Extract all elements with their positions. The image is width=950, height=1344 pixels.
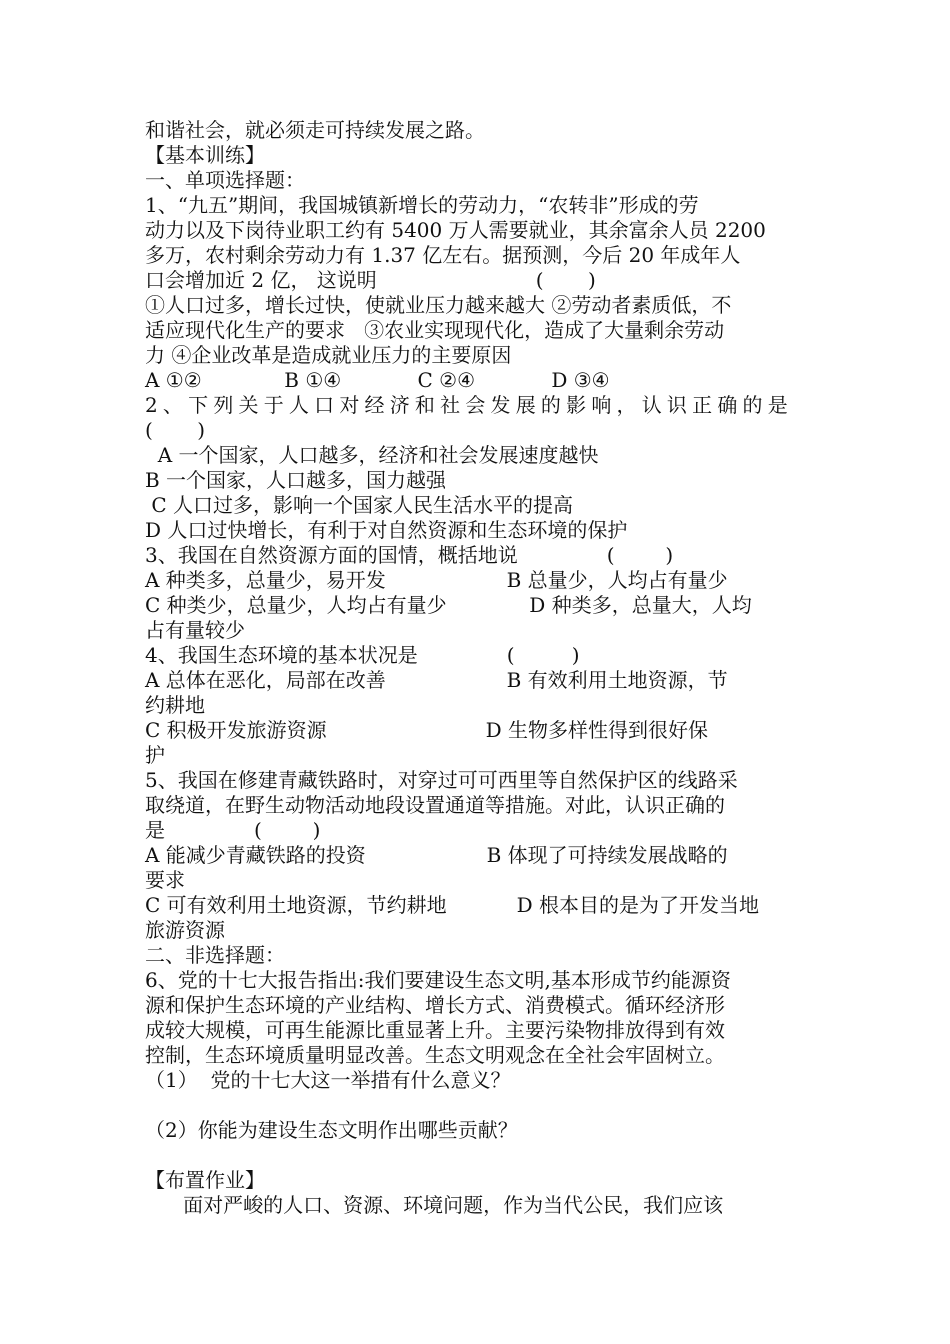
question-1-text: 多万，农村剩余劳动力有 1.37 亿左右。据预测，今后 20 年成年人 — [145, 243, 741, 267]
section-heading-basic-training: 【基本训练】 — [145, 143, 265, 167]
question-6-text: 6、党的十七大报告指出:我们要建设生态文明,基本形成节约能源资 — [145, 968, 731, 992]
question-6-text: 控制，生态环境质量明显改善。生态文明观念在全社会牢固树立。 — [145, 1043, 725, 1067]
answer-space — [145, 1143, 810, 1168]
question-2-option-c: C 人口过多，影响一个国家人民生活水平的提高 — [145, 493, 574, 517]
question-6-text: 成较大规模，可再生能源比重显著上升。主要污染物排放得到有效 — [145, 1018, 725, 1042]
section-heading-non-choice: 二、非选择题： — [145, 943, 285, 967]
question-3-options: A 种类多，总量少，易开发 B 总量少，人均占有量少 — [145, 568, 728, 592]
homework-text: 面对严峻的人口、资源、环境问题，作为当代公民，我们应该 — [145, 1193, 724, 1217]
question-3-options: 占有量较少 — [145, 618, 245, 642]
question-5-text: 5、我国在修建青藏铁路时，对穿过可可西里等自然保护区的线路采 — [145, 768, 738, 792]
section-heading-homework: 【布置作业】 — [145, 1168, 265, 1192]
question-1-text: 1、“九五”期间，我国城镇新增长的劳动力，“农转非”形成的劳 — [145, 193, 699, 217]
question-1-statements: ①人口过多，增长过快，使就业压力越来越大 ②劳动者素质低，不 — [145, 293, 732, 317]
question-5-text: 是 ( ) — [145, 818, 321, 842]
question-2-option-b: B 一个国家，人口越多，国力越强 — [145, 468, 447, 492]
question-3-options: C 种类少，总量少，人均占有量少 D 种类多，总量大，人均 — [145, 593, 752, 617]
section-heading-single-choice: 一、单项选择题： — [145, 168, 305, 192]
question-2-option-a: A 一个国家，人口越多，经济和社会发展速度越快 — [145, 443, 599, 467]
question-5-options: C 可有效利用土地资源，节约耕地 D 根本目的是为了开发当地 — [145, 893, 759, 917]
question-5-options: 要求 — [145, 868, 185, 892]
text-line: 和谐社会，就必须走可持续发展之路。 — [145, 118, 485, 142]
question-4-text: 4、我国生态环境的基本状况是 ( ) — [145, 643, 580, 667]
question-6-text: 源和保护生态环境的产业结构、增长方式、消费模式。循环经济形 — [145, 993, 725, 1017]
question-3-text: 3、我国在自然资源方面的国情，概括地说 ( ) — [145, 543, 674, 567]
question-2-text: 2、下列关于人口对经济和社会发展的影响，认识正确的是 — [145, 393, 793, 417]
question-5-options: 旅游资源 — [145, 918, 225, 942]
question-5-text: 取绕道，在野生动物活动地段设置通道等措施。对此，认识正确的 — [145, 793, 725, 817]
question-6-sub-2: （2）你能为建设生态文明作出哪些贡献？ — [145, 1118, 518, 1142]
question-4-options: C 积极开发旅游资源 D 生物多样性得到很好保 — [145, 718, 708, 742]
question-2-answer-bracket: ( ) — [145, 418, 206, 442]
question-4-options: 约耕地 — [145, 693, 205, 717]
question-2-option-d: D 人口过快增长，有利于对自然资源和生态环境的保护 — [145, 518, 628, 542]
question-6-sub-1: （1） 党的十七大这一举措有什么意义？ — [145, 1068, 511, 1092]
question-1-statements: 适应现代化生产的要求 ③农业实现现代化，造成了大量剩余劳动 — [145, 318, 725, 342]
question-5-options: A 能减少青藏铁路的投资 B 体现了可持续发展战略的 — [145, 843, 728, 867]
question-1-text: 口会增加近 2 亿， 这说明 ( ) — [145, 268, 596, 292]
question-1-options: A ①② B ①④ C ②④ D ③④ — [145, 368, 610, 392]
question-1-statements: 力 ④企业改革是造成就业压力的主要原因 — [145, 343, 512, 367]
question-4-options: 护 — [145, 743, 165, 767]
document-body — [145, 118, 810, 1218]
answer-space — [145, 1093, 810, 1118]
question-1-text: 动力以及下岗待业职工约有 5400 万人需要就业，其余富余人员 2200 — [145, 218, 766, 242]
question-4-options: A 总体在恶化，局部在改善 B 有效利用土地资源，节 — [145, 668, 728, 692]
